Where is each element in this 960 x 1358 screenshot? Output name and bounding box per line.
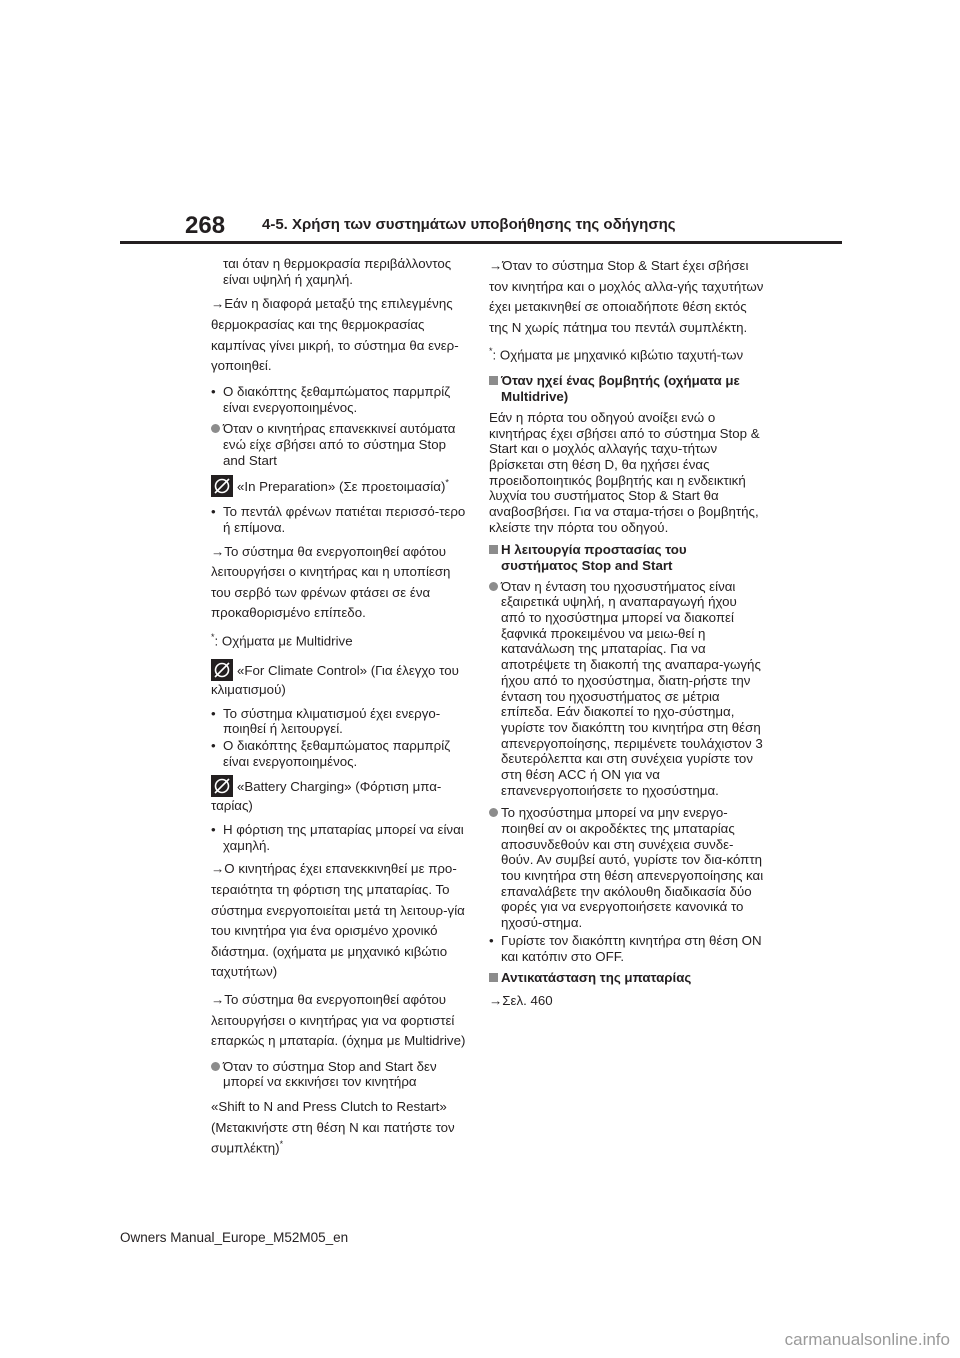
stop-start-indicator-icon — [211, 775, 233, 797]
paragraph — [211, 1097, 471, 1159]
indicator-message-text: «For Climate Control» (Για έλεγχο του κλιματισμού) — [211, 663, 459, 698]
footnote-text: : Οχήματα με μηχανικό κιβώτιο ταχυτή-των — [492, 347, 744, 363]
paragraph: →Το σύστημα θα ενεργοποιηθεί αφότου λειτουργήσει ο κινητήρας για να φορτιστεί επαρκώς η μπαταρία. (όχημα με Multidrive) — [211, 991, 466, 1049]
bullet-icon: • — [489, 932, 494, 948]
footnote-mark: * — [445, 477, 449, 488]
list-item — [211, 822, 471, 853]
list-item-text: Το πεντάλ φρένων πατιέται περισσό-τερο ή επίμονα. — [223, 504, 466, 535]
circle-bullet-icon — [489, 808, 498, 817]
list-item-text: Γυρίστε τον διακόπτη κινητήρα στη θέση ON και κατόπιν στο OFF. — [501, 932, 762, 964]
indicator-message — [211, 475, 471, 497]
stop-start-indicator-icon — [211, 659, 233, 681]
bullet-icon: • — [211, 821, 216, 837]
circle-bullet-icon — [489, 582, 498, 591]
paragraph: →Το σύστημα θα ενεργοποιηθεί αφότου λειτουργήσει ο κινητήρας και η υποπίεση του σερβό των φρένων φτάσει σε ένα προκαθορισμένο επίπεδο. — [211, 543, 451, 621]
subsection-heading — [489, 542, 764, 573]
indicator-message — [211, 775, 471, 815]
bullet-icon: • — [211, 504, 216, 520]
square-bullet-icon — [489, 545, 498, 554]
list-item — [211, 706, 471, 737]
paragraph: →Ο κινητήρας έχει επανεκκινηθεί με προ-τεραιότητα τη φόρτιση της μπαταρίας. Το σύστημα ενεργοποιείται μετά τη λειτουρ-γία του κινητήρα για ένα ορισμένο χρονικό διάστημα. (οχήματα με μηχανικό κιβώτιο ταχυτήτων) — [211, 861, 465, 980]
paragraph: →Εάν η διαφορά μεταξύ της επιλεγμένης θερμοκρασίας και της θερμοκρασίας καμπίνας γίνει μικρή, το σύστημα θα ενερ-γοποιηθεί. — [211, 296, 459, 374]
subsection-heading — [489, 970, 764, 986]
page-reference-link[interactable]: →Σελ. 460 — [489, 992, 553, 1008]
right-column — [489, 256, 764, 1019]
paragraph-text: «Shift to N and Press Clutch to Restart» (Μετακινήστε στη θέση N και πατήστε τον συμπλέκτη) — [211, 1099, 455, 1156]
list-item-text: Ο διακόπτης ξεθαμπώματος παρμπρίζ είναι ενεργοποιημένος. — [223, 738, 451, 769]
square-bullet-icon — [489, 973, 498, 982]
paragraph: ται όταν η θερμοκρασία περιβάλλοντος είναι υψηλή ή χαμηλή. — [223, 256, 452, 287]
list-item-text: Η φόρτιση της μπαταρίας μπορεί να είναι χαμηλή. — [223, 821, 464, 853]
indicator-message-text: «In Preparation» (Σε προετοιμασία) — [237, 479, 446, 495]
stop-start-indicator-icon — [211, 475, 233, 497]
list-item-text: Όταν το σύστημα Stop and Start δεν μπορεί να εκκινήσει τον κινητήρα — [223, 1058, 437, 1090]
list-item — [489, 805, 764, 931]
footnote-mark: * — [211, 632, 215, 643]
heading-text: Αντικατάσταση της μπαταρίας — [501, 970, 692, 986]
subsection-heading — [489, 373, 764, 404]
bullet-icon: • — [211, 705, 216, 721]
page-header — [0, 0, 960, 250]
bullet-icon: • — [211, 383, 216, 399]
page-number: 268 — [185, 212, 226, 239]
watermark: carmanualsonline.info — [784, 1330, 950, 1349]
footnote-text: : Οχήματα με Multidrive — [214, 633, 353, 649]
list-item — [211, 738, 471, 769]
circle-bullet-icon — [211, 1062, 220, 1071]
footnote — [489, 345, 764, 366]
section-title: 4-5. Χρήση των συστημάτων υποβοήθησης της οδήγησης — [262, 216, 676, 233]
heading-text: Η λειτουργία προστασίας του συστήματος Stop and Start — [501, 542, 687, 574]
indicator-message-text: «Battery Charging» (Φόρτιση μπα-ταρίας) — [211, 779, 442, 814]
left-column — [211, 256, 471, 1166]
list-item — [211, 384, 471, 415]
list-item-text: Όταν η ένταση του ηχοσυστήματος είναι εξαιρετικά υψηλή, η αναπαραγωγή ήχου από το ηχοσύστημα μπορεί να διακοπεί ξαφνικά προκειμένου να μειω-θεί η κατανάλωση της μπαταρίας. Για να αποτρέψετε τη διακοπή της αναπαρα-γωγής ήχου από το ηχοσύστημα, διατη-ρήστε την ένταση του ηχοσυστήματος σε μέτρια επίπεδα. Εάν διακοπεί το ηχο-σύστημα, γυρίστε τον διακόπτη του κινητήρα στη θέση απενεργοποίησης, περιμένετε τουλάχιστον 3 δευτερόλεπτα και στη συνέχεια γυρίστε τον στη θέση ACC ή ON για να επανενεργοποιήσετε το ηχοσύστημα. — [501, 578, 763, 798]
footer-text: Owners Manual_Europe_M52M05_en — [120, 1230, 349, 1245]
list-item — [211, 504, 471, 535]
square-bullet-icon — [489, 376, 498, 385]
list-item-text: Ο διακόπτης ξεθαμπώματος παρμπρίζ είναι ενεργοποιημένος. — [223, 383, 451, 415]
footnote — [211, 631, 471, 652]
paragraph: →Όταν το σύστημα Stop & Start έχει σβήσει τον κινητήρα και ο μοχλός αλλα-γής ταχυτήτων έχει μετακινηθεί σε οποιαδήποτε θέση εκτός της N χωρίς πάτημα του πεντάλ συμπλέκτη. — [489, 258, 764, 335]
paragraph: Εάν η πόρτα του οδηγού ανοίξει ενώ ο κινητήρας έχει σβήσει από το σύστημα Stop & Start και ο μοχλός αλλαγής ταχυ-τήτων βρίσκεται στη θέση D, θα ηχήσει ένας προειδοποιητικός βομβητής και η ενδεικτική λυχνία του συστήματος Stop & Start θα αναβοσβήσει. Για να σταμα-τήσει ο βομβητής, κλείστε την πόρτα του οδηγού. — [489, 409, 760, 535]
list-item-text: Το σύστημα κλιματισμού έχει ενεργο-ποιηθεί ή λειτουργεί. — [223, 705, 441, 737]
list-item — [211, 1059, 471, 1090]
footnote-mark: * — [279, 1139, 284, 1150]
circle-bullet-icon — [211, 424, 220, 433]
list-item-text: Το ηχοσύστημα μπορεί να μην ενεργο-ποιηθεί αν οι ακροδέκτες της μπαταρίας αποσυνδεθούν και στη συνέχεια συνδε-θούν. Αν συμβεί αυτό, γυρίστε τον δια-κόπτη του κινητήρα στη θέση απενεργοποίησης και επαναλάβετε την ακόλουθη διαδικασία δύο φορές για να ενεργοποιήσετε κανονικά το ηχοσύ-στημα. — [501, 805, 764, 931]
list-item-text: Όταν ο κινητήρας επανεκκινεί αυτόματα ενώ είχε σβήσει από το σύστημα Stop and Start — [223, 421, 456, 468]
heading-text: Όταν ηχεί ένας βομβητής (οχήματα με Multidrive) — [501, 373, 740, 405]
list-item — [211, 421, 471, 468]
list-item — [489, 933, 764, 964]
list-item — [489, 579, 764, 799]
bullet-icon: • — [211, 738, 216, 754]
header-divider — [120, 241, 842, 244]
indicator-message — [211, 659, 471, 699]
footnote-mark: * — [489, 346, 493, 357]
